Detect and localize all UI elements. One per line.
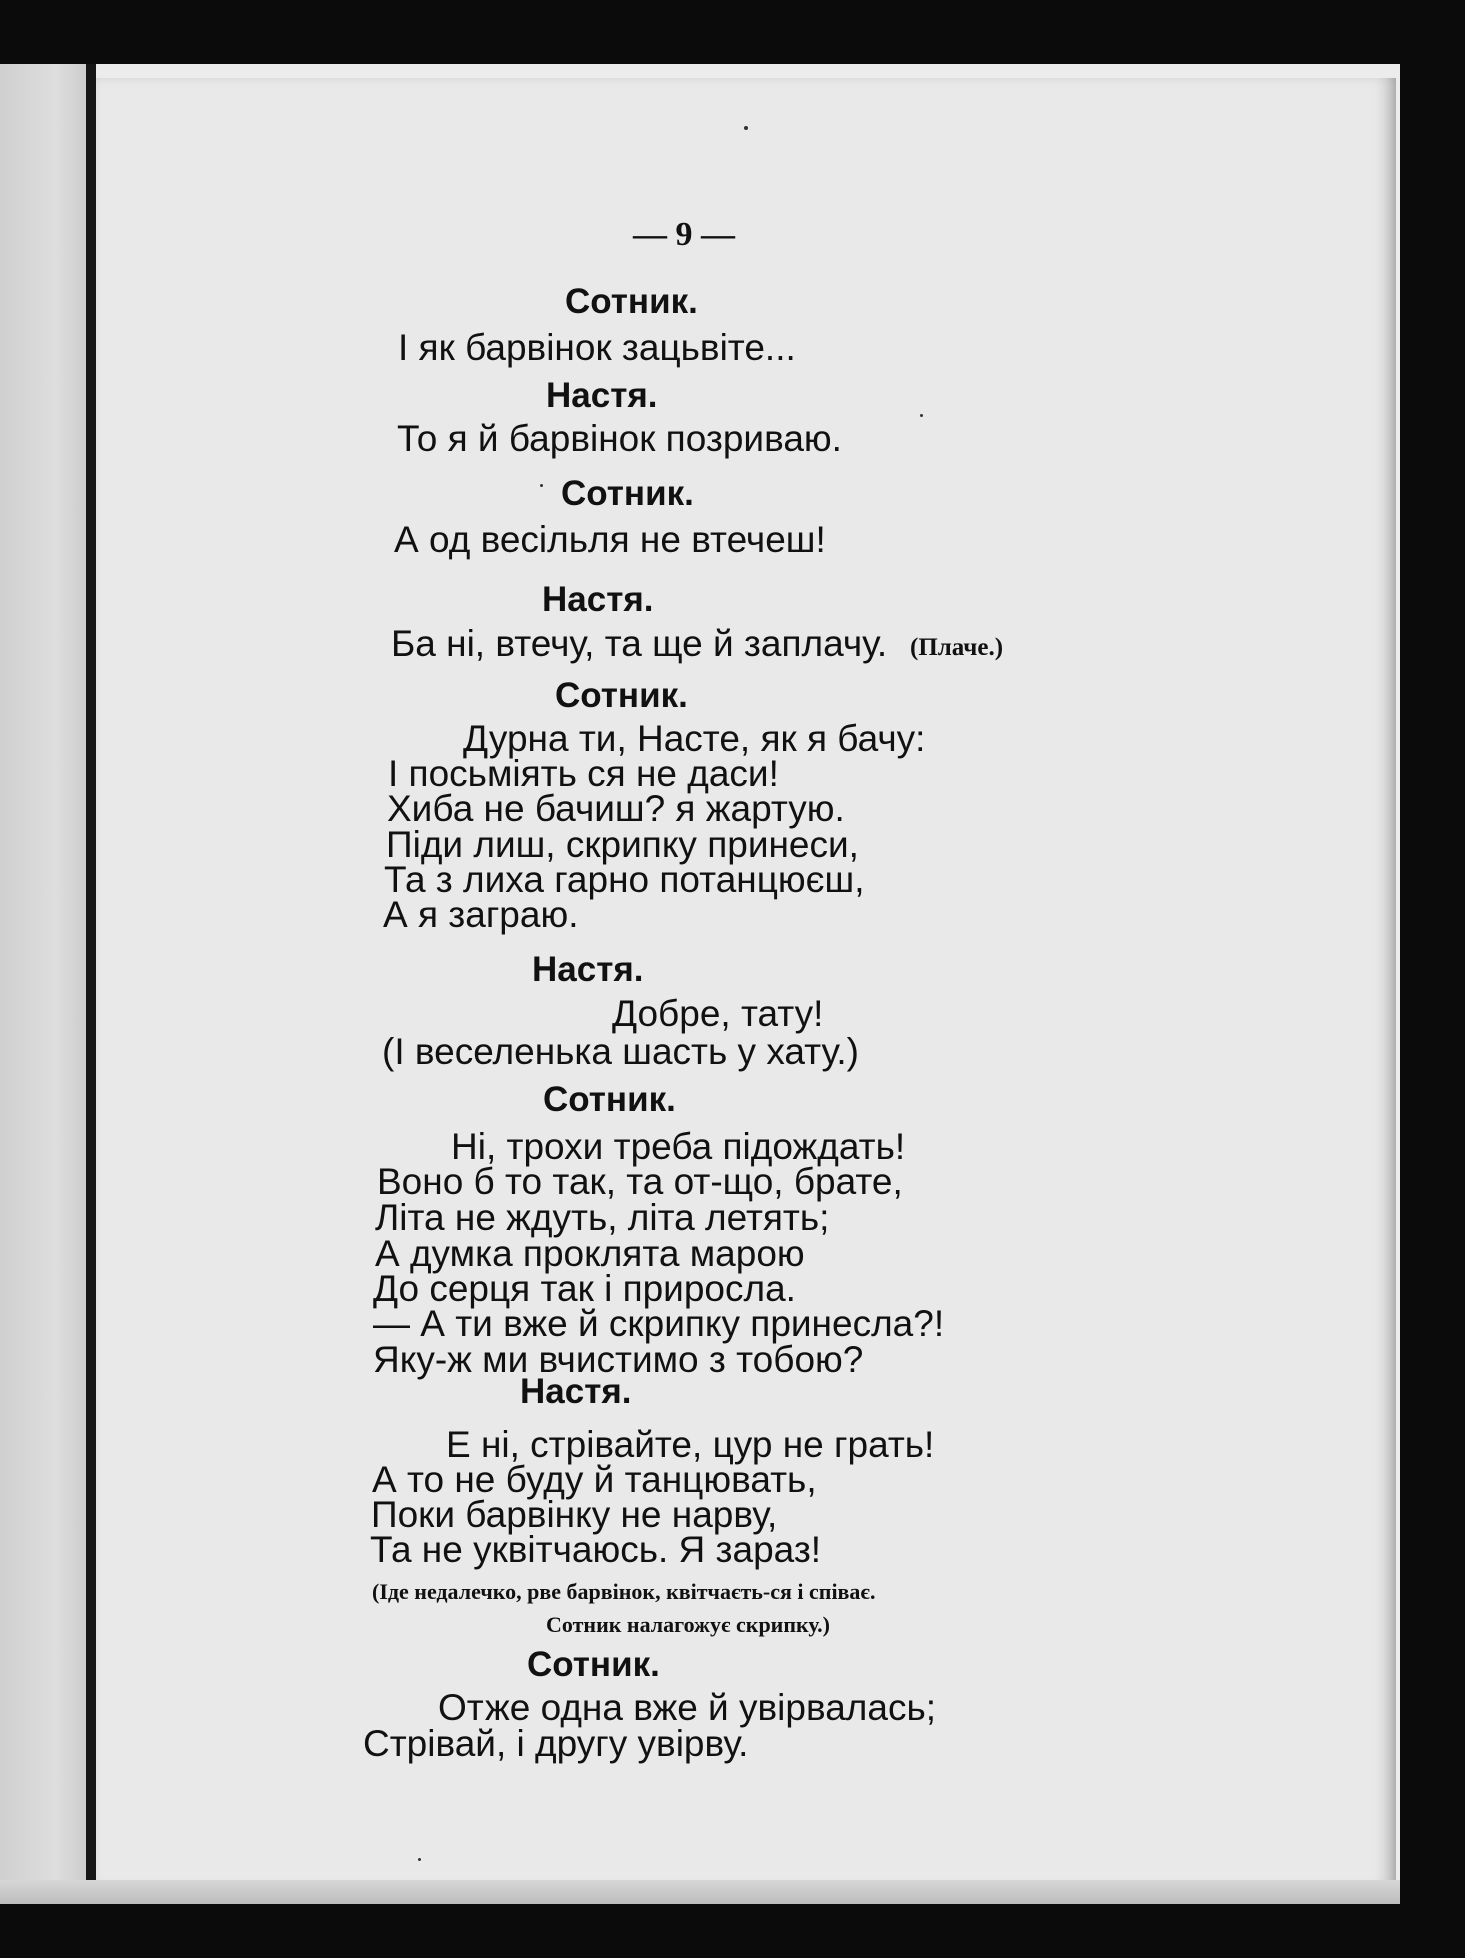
stage-direction: (Плаче.)	[910, 634, 1004, 661]
speaker-name: Настя.	[532, 950, 644, 989]
speaker-name: Сотник.	[555, 676, 688, 715]
verse-line: А од весільля не втечеш!	[394, 519, 826, 560]
page-number: — 9 —	[633, 216, 735, 253]
verse-line: Ба ні, втечу, та ще й заплачу.	[391, 623, 888, 664]
verse-line: Яку-ж ми вчистимо з тобою?	[373, 1339, 864, 1380]
verse-line: А я заграю.	[383, 894, 579, 935]
verse-line: І як барвінок зацьвіте...	[398, 327, 796, 368]
page-bottom-edge	[0, 1880, 1400, 1904]
verse-line: А то не буду й танцювать,	[372, 1459, 817, 1500]
speaker-name: Сотник.	[527, 1645, 660, 1684]
stage-direction: (Іде недалечко, рве барвінок, квітчаєть-ся і співає.	[372, 1579, 876, 1604]
verse-line: Воно б то так, та от-що, брате,	[377, 1161, 903, 1202]
verse-line: Дурна ти, Насте, як я бачу:	[463, 718, 926, 759]
speaker-name: Сотник.	[543, 1080, 676, 1119]
verse-line: Та з лиха гарно потанцюєш,	[384, 859, 865, 900]
verse-line: Хиба не бачиш? я жартую.	[387, 788, 845, 829]
verse-line: Стрівай, і другу увірву.	[363, 1723, 749, 1764]
verse-line: Е ні, стрівайте, цур не грать!	[446, 1424, 935, 1465]
verse-line: Добре, тату!	[612, 993, 824, 1034]
speaker-name: Сотник.	[561, 474, 694, 513]
print-speck	[418, 1858, 421, 1861]
print-speck	[540, 484, 543, 487]
verse-line: (І веселенька шасть у хату.)	[382, 1031, 859, 1072]
verse-line: Отже одна вже й увірвалась;	[438, 1687, 937, 1728]
verse-line: Піди лиш, скрипку принеси,	[386, 824, 859, 865]
verse-line: І посьміять ся не даси!	[388, 753, 779, 794]
speaker-name: Настя.	[520, 1372, 632, 1411]
verse-line: Літа не ждуть, літа летять;	[375, 1197, 830, 1238]
speaker-name: Сотник.	[565, 282, 698, 321]
verse-line: — А ти вже й скрипку принесла?!	[373, 1303, 945, 1344]
book-gutter	[86, 64, 96, 1904]
speaker-name: Настя.	[546, 376, 658, 415]
verse-line: Поки барвінку не нарву,	[371, 1494, 778, 1535]
previous-page-edge	[0, 64, 92, 1904]
verse-line: То я й барвінок позриваю.	[397, 418, 842, 459]
verse-line: Та не уквітчаюсь. Я зараз!	[370, 1529, 822, 1570]
verse-line: Ні, трохи треба підождать!	[451, 1126, 906, 1167]
stage-direction: Сотник налагожує скрипку.)	[546, 1612, 831, 1637]
speaker-name: Настя.	[542, 580, 654, 619]
verse-line: До серця так і приросла.	[373, 1268, 796, 1309]
print-speck	[744, 126, 748, 130]
verse-line: А думка проклята марою	[375, 1233, 805, 1274]
print-speck	[920, 414, 923, 417]
